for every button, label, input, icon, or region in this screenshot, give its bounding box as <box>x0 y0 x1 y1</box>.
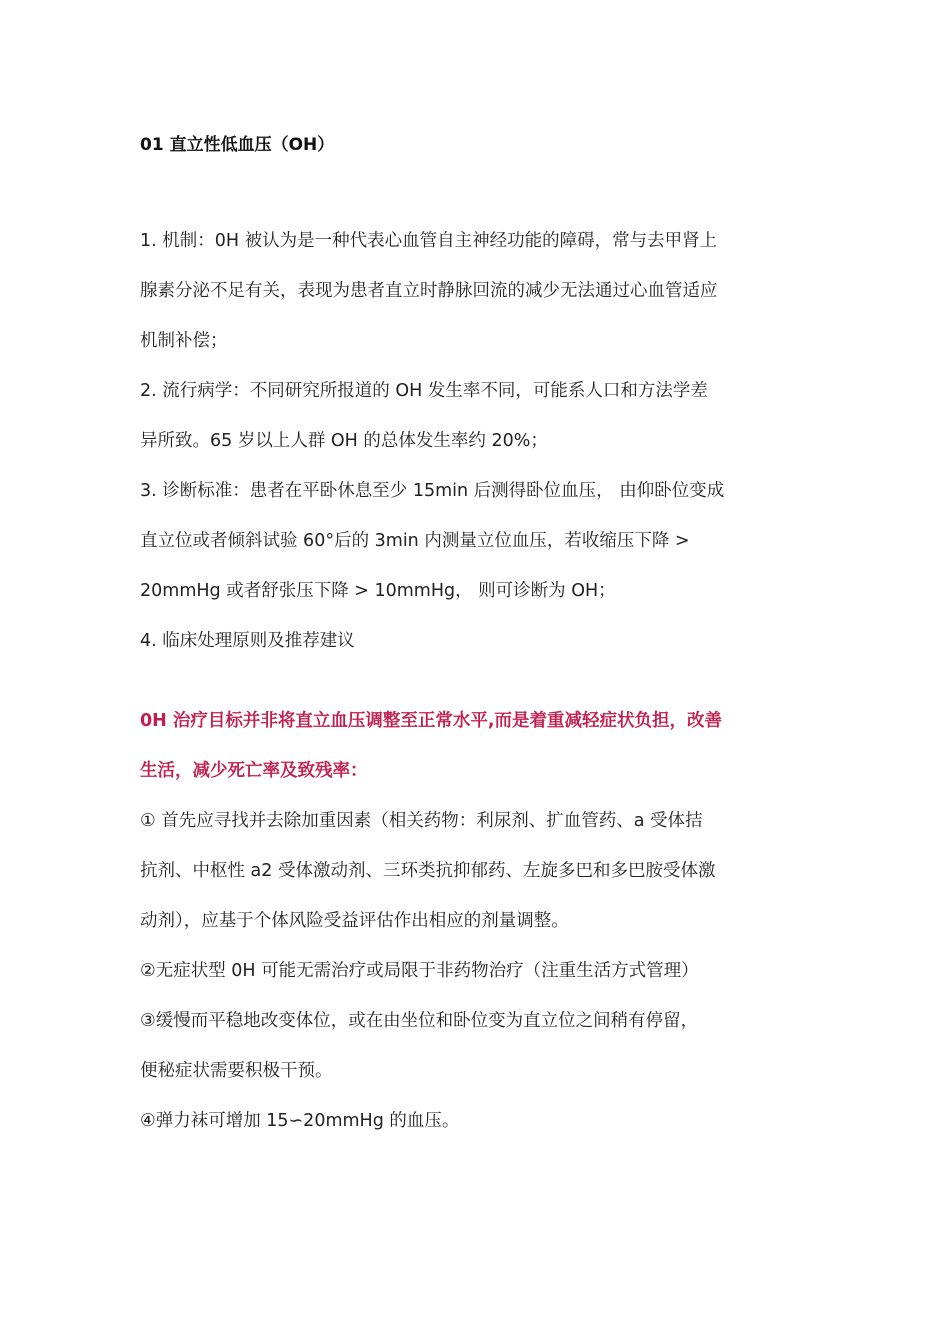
paragraph-line: ②无症状型 0H 可能无需治疗或局限于非药物治疗（注重生活方式管理） <box>140 961 699 981</box>
treatment-goal <box>140 696 810 796</box>
paragraph-line: 3. 诊断标准：患者在平卧休息至少 15min 后测得卧位血压， 由仰卧位变成 <box>140 481 725 501</box>
paragraph-line: 4. 临床处理原则及推荐建议 <box>140 631 355 651</box>
paragraph-diagnosis <box>140 466 810 616</box>
recommendation-3 <box>140 996 810 1096</box>
paragraph-line: 1. 机制：0H 被认为是一种代表心血管自主神经功能的障碍，常与去甲肾上 <box>140 231 718 251</box>
paragraph-line: 异所致。65 岁以上人群 OH 的总体发生率约 20%； <box>140 431 548 451</box>
paragraph-line: ① 首先应寻找并去除加重因素（相关药物：利尿剂、扩血管药、a 受体拮 <box>140 811 703 831</box>
paragraph-line: 20mmHg 或者舒张压下降 > 10mmHg， 则可诊断为 OH； <box>140 581 616 601</box>
paragraph-line: 2. 流行病学：不同研究所报道的 OH 发生率不同，可能系人口和方法学差 <box>140 381 708 401</box>
paragraph-line: 腺素分泌不足有关，表现为患者直立时静脉回流的减少无法通过心血管适应 <box>140 281 718 301</box>
recommendation-4 <box>140 1096 810 1146</box>
content-body <box>140 216 810 666</box>
paragraph-epidemiology <box>140 366 810 466</box>
paragraph-line: 便秘症状需要积极干预。 <box>140 1061 333 1081</box>
treatment-section <box>140 696 810 1146</box>
paragraph-line: 动剂），应基于个体风险受益评估作出相应的剂量调整。 <box>140 911 569 931</box>
paragraph-line: 机制补偿； <box>140 331 228 351</box>
section-title: 01 直立性低血压（OH） <box>140 135 335 155</box>
paragraph-line: 抗剂、中枢性 a2 受体激动剂、三环类抗抑郁药、左旋多巴和多巴胺受体激 <box>140 861 716 881</box>
paragraph-line: ④弹力袜可增加 15∽20mmHg 的血压。 <box>140 1111 460 1131</box>
emphasis-line: 生活，减少死亡率及致残率： <box>140 761 368 781</box>
recommendation-2 <box>140 946 810 996</box>
emphasis-line: 0H 治疗目标并非将直立血压调整至正常水平,而是着重减轻症状负担，改善 <box>140 711 723 731</box>
paragraph-line: 直立位或者倾斜试验 60°后的 3min 内测量立位血压，若收缩压下降 > <box>140 531 690 551</box>
paragraph-line: ③缓慢而平稳地改变体位，或在由坐位和卧位变为直立位之间稍有停留， <box>140 1011 699 1031</box>
paragraph-mechanism <box>140 216 810 366</box>
paragraph-principles <box>140 616 810 666</box>
recommendation-1 <box>140 796 810 946</box>
